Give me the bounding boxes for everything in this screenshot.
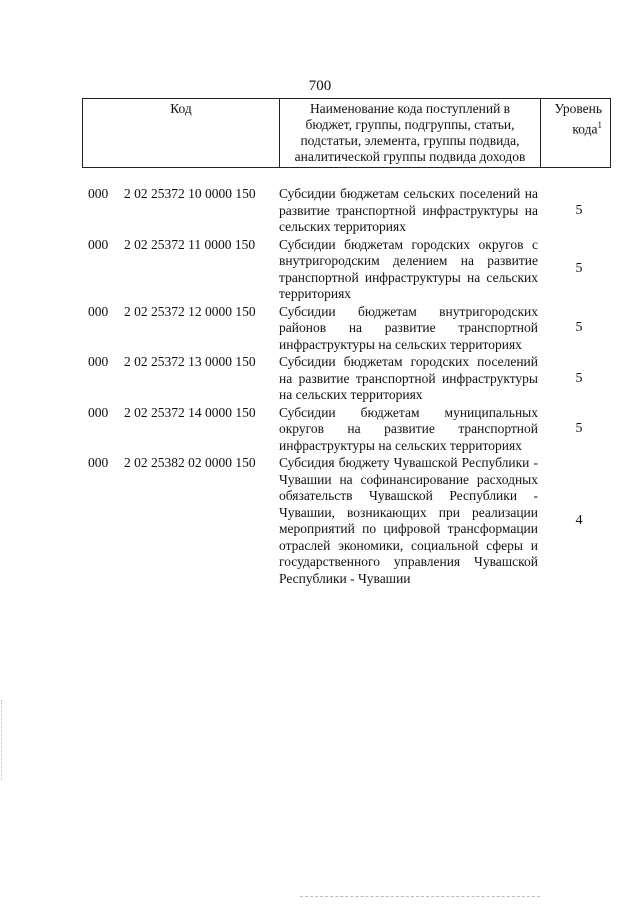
admin-code: 000 xyxy=(88,354,109,369)
revenue-code: 2 02 25372 12 0000 150 xyxy=(124,303,256,319)
revenue-code: 2 02 25382 02 0000 150 xyxy=(124,455,256,470)
page-number: 700 xyxy=(308,78,332,94)
table-row xyxy=(82,237,610,303)
admin-code: 000 xyxy=(88,455,109,470)
code-level: 5 xyxy=(575,261,583,277)
table-row xyxy=(82,455,610,587)
table-body xyxy=(82,186,610,588)
code-level: 5 xyxy=(575,421,583,436)
revenue-code: 2 02 25372 13 0000 150 xyxy=(124,354,256,369)
header-name-line: Наименование кода поступлений в xyxy=(309,101,511,116)
revenue-code: 2 02 25372 14 0000 150 xyxy=(124,404,256,420)
footnote-marker: 1 xyxy=(597,120,602,130)
revenue-name: Субсидии бюджетам сельских поселений на развитие транспортной инфраструктуры на сельских территориях xyxy=(279,186,538,234)
header-level xyxy=(541,99,611,168)
scan-edge-mark xyxy=(1,700,3,780)
header-name xyxy=(280,99,541,168)
admin-code: 000 xyxy=(88,236,109,252)
scan-bottom-mark xyxy=(300,896,540,899)
table-row xyxy=(82,186,610,236)
header-name-line: аналитической группы подвида доходов xyxy=(294,149,526,164)
table-row xyxy=(82,304,610,354)
code-level: 4 xyxy=(575,512,583,528)
header-level-line: Уровень xyxy=(554,101,602,116)
revenue-code: 2 02 25372 10 0000 150 xyxy=(124,186,256,201)
table-header xyxy=(82,98,611,168)
header-level-line: кода xyxy=(572,121,598,137)
revenue-name: Субсидии бюджетам муниципальных округов на развитие транспортной инфраструктуры на сельских территориях xyxy=(279,404,538,453)
header-name-line: бюджет, группы, подгруппы, статьи, xyxy=(305,117,515,132)
revenue-name: Субсидии бюджетам городских округов с внутригородским делением на развитие транспортной инфраструктуры на сельских территориях xyxy=(279,236,538,301)
table-row xyxy=(82,354,610,404)
header-name-line: подстатьи, элемента, группы подвида, xyxy=(300,133,520,148)
header-code-label: Код xyxy=(170,101,192,116)
admin-code: 000 xyxy=(88,186,109,201)
table-row xyxy=(82,405,610,455)
code-level: 5 xyxy=(575,202,583,218)
revenue-name: Субсидия бюджету Чувашской Республики - Чувашии на софинансирование расходных обязательств Чувашской Республики - Чувашии, возникающих при реализации мероприятий по цифровой трансформации отраслей экономики, социальной сферы и государственного управления Чувашской Республики - Чувашии xyxy=(279,455,538,586)
header-code xyxy=(83,99,280,168)
code-level: 5 xyxy=(575,370,583,386)
revenue-name: Субсидии бюджетам городских поселений на развитие транспортной инфраструктуры на сельских территориях xyxy=(279,354,538,402)
code-level: 5 xyxy=(575,320,583,335)
admin-code: 000 xyxy=(88,404,109,420)
admin-code: 000 xyxy=(88,303,109,319)
revenue-name: Субсидии бюджетам внутригородских районов на развитие транспортной инфраструктуры на сельских территориях xyxy=(279,303,538,352)
revenue-code: 2 02 25372 11 0000 150 xyxy=(124,236,256,252)
